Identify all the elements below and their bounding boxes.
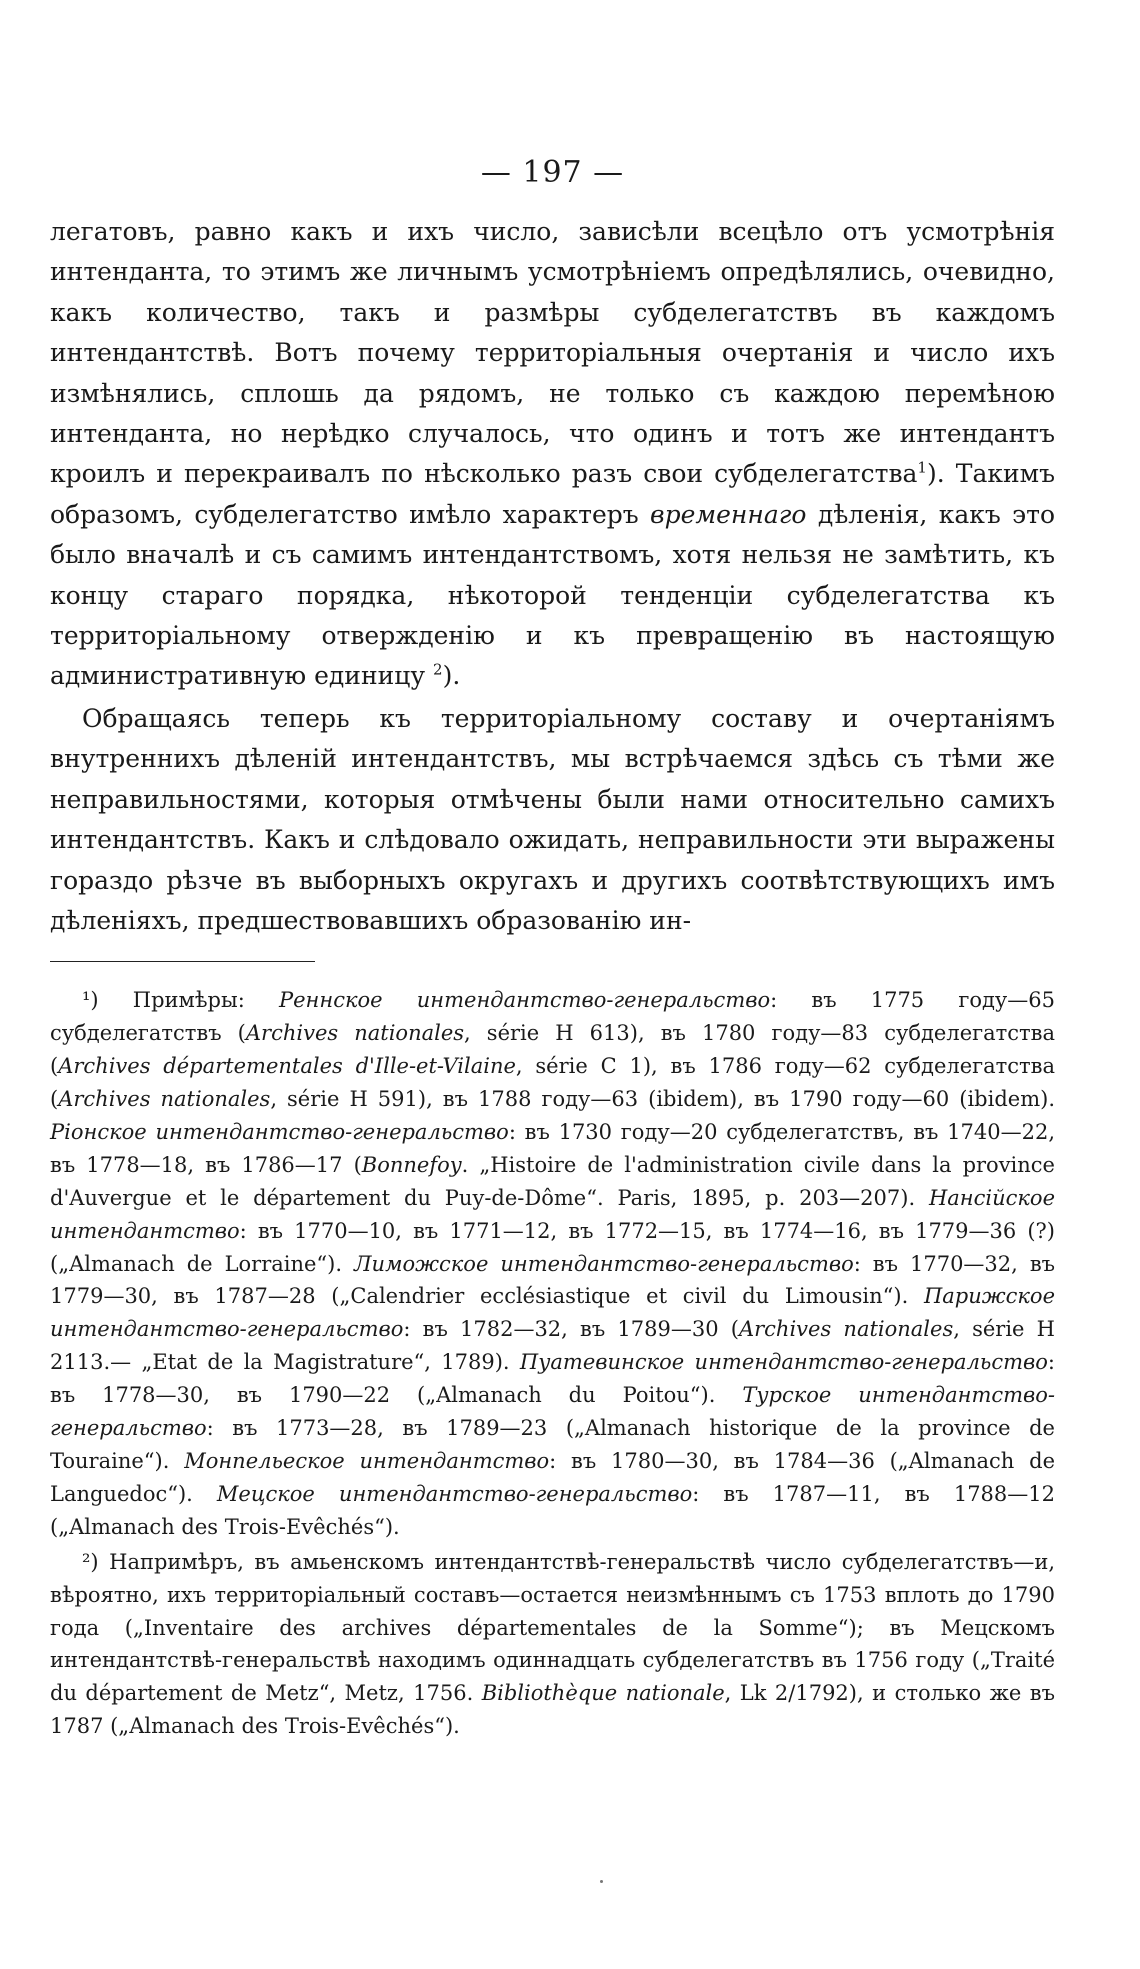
paragraph-2: Обращаясь теперь къ территоріальному составу и очертаніямъ внутреннихъ дѣленій интендантствъ, мы встрѣчаемся здѣсь съ тѣми же неправильностями, которыя отмѣчены были нами относительно самихъ интендантствъ. Какъ и слѣдовало ожидать, неправильности эти выражены гораздо рѣзче въ выборныхъ округахъ и другихъ соотвѣтствующихъ имъ дѣленіяхъ, предшествовавшихъ образованію ин- <box>50 703 1055 935</box>
footnote-1-text: ¹) Примѣры: <box>82 988 279 1013</box>
footnote-2-text: , Lk 2/1792), и столько же въ 1787 („Almanach des Trois-Evêchés“). <box>50 1681 1055 1739</box>
paragraph-1-text-4: ). <box>442 661 461 691</box>
footnote-1-text: : въ 1780—30, въ 1784—36 („Almanach de Languedoc“). <box>50 1449 1055 1506</box>
footnotes <box>50 984 1055 1743</box>
footnote-1-text: . „Histoire de l'administration civile dans la province d'Auvergue et le département du Puy-de-Dôme“. Paris, 1895, p. 203—207). <box>50 1152 1055 1210</box>
paragraph-1-emphasis: временнаго <box>650 499 807 529</box>
footnote-1-text: : въ 1787—11, въ 1788—12 („Almanach des Trois-Evêchés“). <box>50 1481 1055 1539</box>
footnote-1-emphasis: Archives nationales <box>738 1317 954 1342</box>
footnote-1-text: , série C 1), въ 1786 году—62 субделегатства ( <box>50 1054 1055 1112</box>
footnote-1-text: : въ 1782—32, въ 1789—30 ( <box>403 1317 739 1342</box>
footnote-1-emphasis: Archives nationales <box>58 1087 271 1112</box>
footnote-ref-1: 1 <box>917 459 927 478</box>
paragraph-1: легатовъ, равно какъ и ихъ число, зависѣли всецѣло отъ усмотрѣнія интенданта, то этимъ же личнымъ усмотрѣніемъ опредѣлялись, очевидно, какъ количество, такъ и размѣры субделегатствъ въ каждомъ интендантствѣ. Вотъ почему территоріальныя очертанія и число ихъ измѣнялись, сплошь да рядомъ, не только съ каждою перемѣною интенданта, но нерѣдко случалось, что одинъ и тотъ же интендантъ кроилъ и перекраивалъ по нѣсколько разъ свои субделегатства$^1$). Такимъ образомъ, субделегатство имѣло характеръ временнаго дѣленія, какъ это было вначалѣ и съ самимъ интендантствомъ, хотя нельзя не замѣтить, къ концу стараго порядка, нѣкоторой тенденціи субделегатства къ территоріальному отвержденію и къ превращенію въ настоящую административную единицу $^2$). <box>50 217 1055 691</box>
document-page <box>50 155 1055 1743</box>
footnote-1-emphasis: Archives nationales <box>245 1021 465 1046</box>
footnote-1-text: : въ 1770—10, въ 1771—12, въ 1772—15, въ 1774—16, въ 1779—36 (?) („Almanach de Lorraine“). <box>50 1218 1055 1276</box>
footnote-1-text: , série H 2113.— „Etat de la Magistrature“, 1789). <box>50 1317 1055 1375</box>
main-text <box>50 212 1055 941</box>
footnote-2-emphasis: Bibliothèque nationale <box>481 1681 725 1706</box>
footnote-1-emphasis: Турское интендантство-генеральство <box>50 1383 1056 1441</box>
footnote-1-text: : въ 1778—30, въ 1790—22 („Almanach du Poitou“). <box>50 1350 1055 1408</box>
footnote-1-emphasis: Монпельеское интендантство <box>184 1449 550 1473</box>
footnote-1-text: : въ 1770—32, въ 1779—30, въ 1787—28 („Calendrier ecclésiastique et civil du Limousin“). <box>50 1251 1056 1309</box>
footnote-1-emphasis: Bonnefoy <box>361 1152 462 1177</box>
paragraph-1-text-3: дѣленія, какъ это было вначалѣ и съ самимъ интендантствомъ, хотя нельзя не замѣтить, къ концу стараго порядка, нѣкоторой тенденціи субделегатства къ территоріальному отвержденію и къ превращенію въ настоящую административную единицу <box>50 499 1055 691</box>
footnote-1-emphasis: Пуатевинское интендантство-генеральство <box>519 1350 1048 1375</box>
footnote-1-emphasis: Мецское интендантство-генеральство <box>216 1481 693 1506</box>
footnote-1-emphasis: Archives départementales d'Ille-et-Vilaine <box>58 1054 516 1079</box>
footnote-1 <box>50 984 1055 1543</box>
footnote-2-text: ²) Напримѣръ, въ амьенскомъ интендантствѣ-генеральствѣ число субделегатствъ—и, вѣроятно, ихъ территоріальный составъ—остается неизмѣннымъ съ 1753 вплоть до 1790 года („Inventaire des archives départementales de la Somme“); въ Мецскомъ интендантствѣ-генеральствѣ находимъ одиннадцать субделегатствъ въ 1756 году („Traité du département de Metz“, Metz, 1756. <box>50 1549 1055 1706</box>
footnote-1-emphasis: Парижское интендантство-генеральство <box>50 1284 1055 1342</box>
paragraph-1-text-2: . Такимъ образомъ, субделегатство имѣло характеръ <box>50 459 1055 529</box>
paragraph-1-text-1: легатовъ, равно какъ и ихъ число, зависѣли всецѣло отъ усмотрѣнія интенданта, то этимъ же личнымъ усмотрѣніемъ опредѣлялись, очевидно, какъ количество, такъ и размѣры субделегатствъ въ каждомъ интендантствѣ. Вотъ почему территоріальныя очертанія и число ихъ измѣнялись, сплошь да рядомъ, не только съ каждою перемѣною интенданта, но нерѣдко случалось, что одинъ и тотъ же интендантъ кроилъ и перекраивалъ по нѣсколько разъ свои субделегатства <box>50 217 1055 489</box>
paper-speck <box>600 1880 603 1883</box>
footnote-1-text: , série H 591), въ 1788 году—63 (ibidem), въ 1790 году—60 (ibidem). <box>270 1087 1055 1112</box>
footnote-divider <box>50 961 315 962</box>
footnote-1-text: : въ 1730 году—20 субделегатствъ, въ 1740—22, въ 1778—18, въ 1786—17 ( <box>50 1119 1055 1177</box>
footnote-1-emphasis: Ріонское интендантство-генеральство <box>50 1119 509 1144</box>
footnote-1-text: : въ 1775 году—65 субделегатствъ ( <box>50 988 1056 1046</box>
footnote-ref-2: 2 <box>433 661 443 680</box>
page-number: — 197 — <box>480 155 625 190</box>
footnote-2 <box>50 1546 1055 1743</box>
footnote-1-emphasis: Нансійское интендантство <box>50 1185 1055 1243</box>
footnote-1-emphasis: Реннское интендантство-генеральство <box>278 988 771 1013</box>
footnote-1-emphasis: Лиможское интендантство-генеральство <box>354 1251 854 1276</box>
footnote-1-text: , série H 613), въ 1780 году—83 субделегатства ( <box>50 1021 1055 1079</box>
footnote-1-text: : въ 1773—28, въ 1789—23 („Almanach historique de la province de Touraine“). <box>50 1416 1055 1473</box>
